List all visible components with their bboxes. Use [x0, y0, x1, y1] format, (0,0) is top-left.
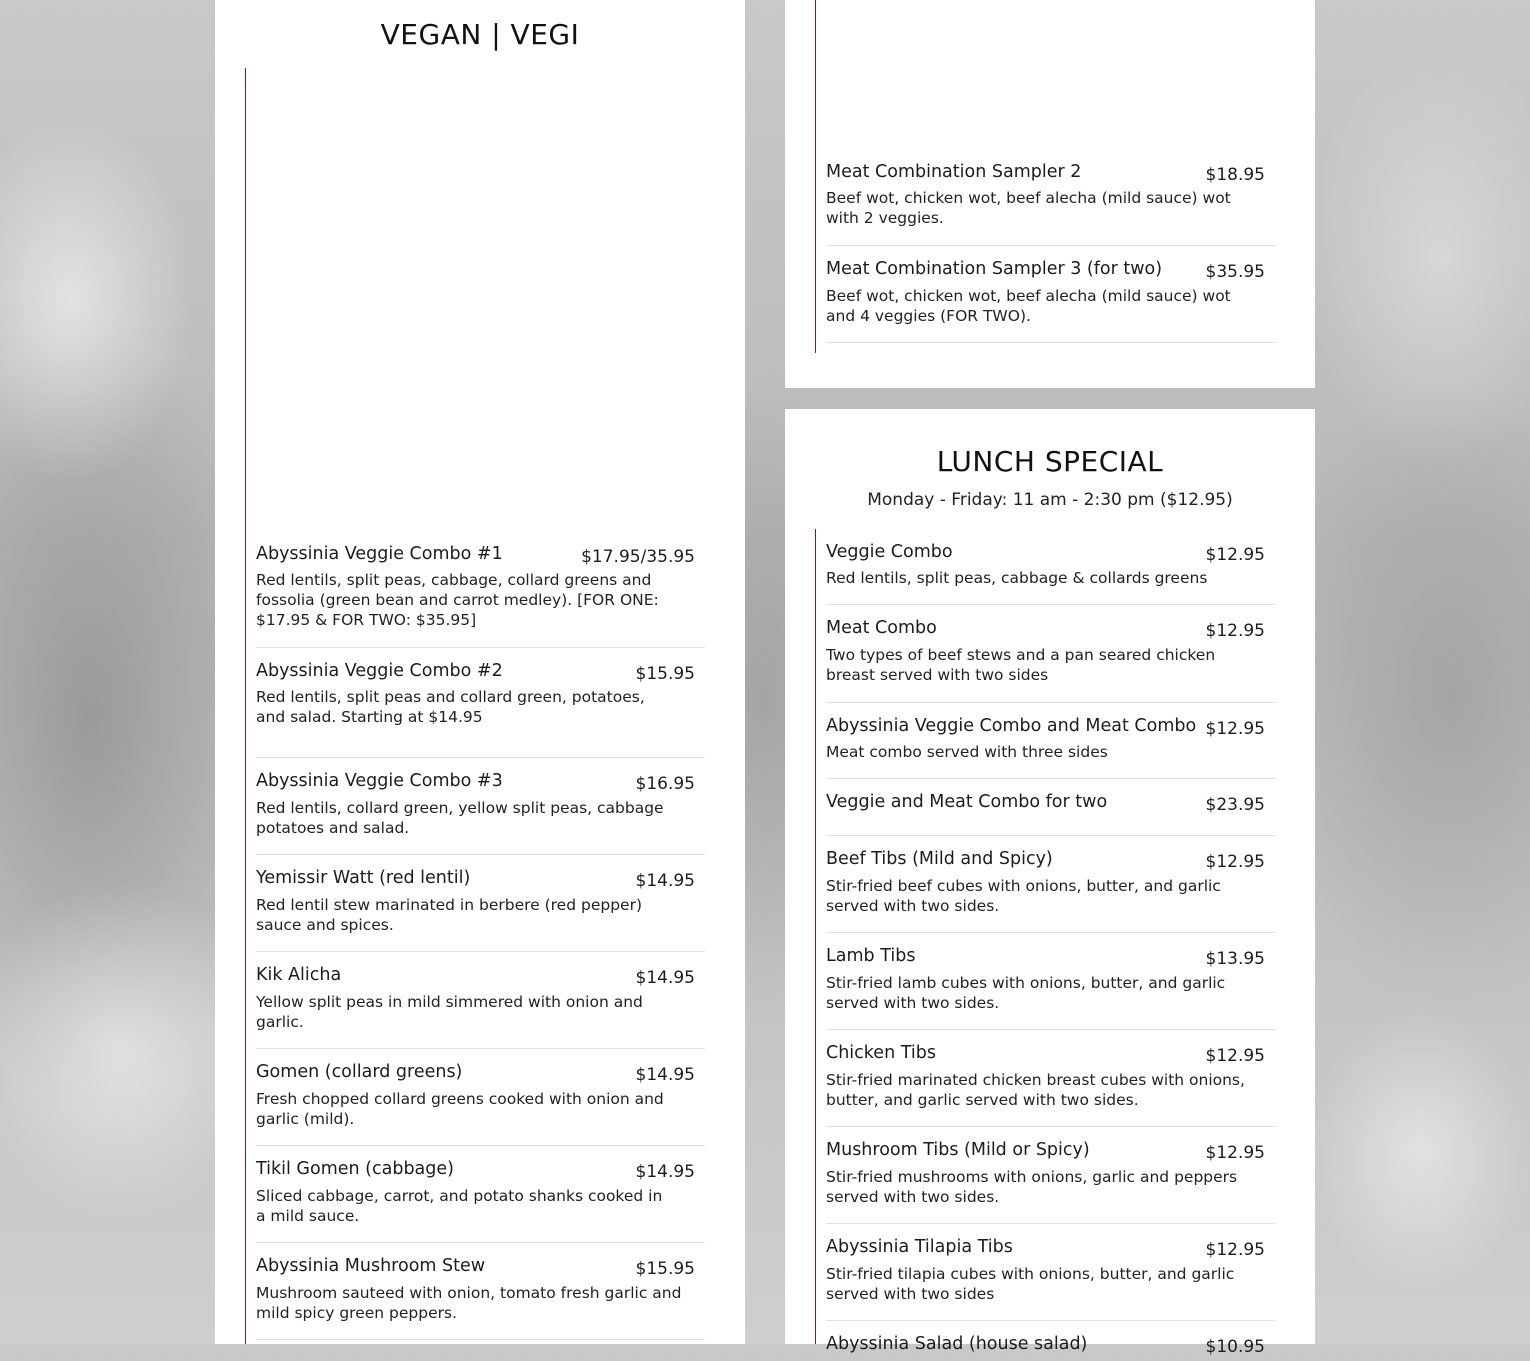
- item-price: $12.95: [1205, 719, 1265, 739]
- menu-item: [826, 162, 1275, 246]
- item-name: Abyssinia Veggie Combo #2: [256, 661, 503, 681]
- section-divider-line: [245, 68, 246, 1344]
- item-description: Red lentil stew marinated in berbere (red pepper) sauce and spices.: [256, 896, 642, 934]
- item-description: Sliced cabbage, carrot, and potato shanks cooked in a mild sauce.: [256, 1187, 663, 1225]
- item-name: Meat Combo: [826, 618, 937, 638]
- lunch-special-panel: [785, 409, 1315, 1357]
- menu-item: [256, 758, 705, 855]
- item-price: $10.95: [1205, 1337, 1265, 1357]
- menu-item: [256, 661, 705, 758]
- item-price: $12.95: [1205, 852, 1265, 872]
- menu-item: [826, 779, 1275, 836]
- item-description: Stir-fried beef cubes with onions, butter, and garlic served with two sides.: [826, 877, 1221, 915]
- menu-item: [826, 1224, 1275, 1321]
- item-name: Meat Combination Sampler 3 (for two): [826, 259, 1163, 279]
- item-price: $12.95: [1205, 621, 1265, 641]
- section-divider-line: [815, 529, 816, 1344]
- item-name: Tikil Gomen (cabbage): [256, 1159, 454, 1179]
- item-name: Lamb Tibs: [826, 946, 916, 966]
- item-description: Yellow split peas in mild simmered with onion and garlic.: [256, 993, 643, 1031]
- menu-item: [826, 1321, 1275, 1361]
- item-price: $15.95: [635, 1259, 695, 1279]
- item-price: $13.95: [1205, 949, 1265, 969]
- item-price: $18.95: [1205, 165, 1265, 185]
- item-name: Abyssinia Tilapia Tibs: [826, 1237, 1013, 1257]
- item-price: $35.95: [1205, 262, 1265, 282]
- menu-item: [256, 1243, 705, 1340]
- item-name: Abyssinia Veggie Combo #1: [256, 544, 503, 564]
- lunch-item-list: [826, 542, 1275, 1361]
- item-name: Veggie Combo: [826, 542, 953, 562]
- menu-item: [256, 855, 705, 952]
- item-price: $15.95: [635, 664, 695, 684]
- meat-combination-panel: [785, 0, 1315, 388]
- item-description: Red lentils, split peas, cabbage, collard greens and fossolia (green bean and carrot medley). [FOR ONE: $17.95 & FOR TWO: $35.95]: [256, 571, 659, 629]
- lunch-section-title: LUNCH SPECIAL: [936, 445, 1164, 478]
- menu-item: [826, 542, 1275, 605]
- item-name: Abyssinia Salad (house salad): [826, 1334, 1088, 1354]
- item-name: Meat Combination Sampler 2: [826, 162, 1082, 182]
- item-description: Two types of beef stews and a pan seared chicken breast served with two sides: [826, 646, 1216, 684]
- lunch-hours-subtitle: Monday - Friday: 11 am - 2:30 pm ($12.95): [867, 490, 1233, 510]
- menu-item: [826, 933, 1275, 1030]
- menu-item: [826, 605, 1275, 703]
- item-name: Gomen (collard greens): [256, 1062, 463, 1082]
- section-divider-line: [815, 0, 816, 353]
- item-price: $16.95: [635, 774, 695, 794]
- item-price: $12.95: [1205, 1046, 1265, 1066]
- item-price: $14.95: [635, 871, 695, 891]
- item-name: Abyssinia Veggie Combo and Meat Combo: [826, 716, 1197, 736]
- item-description: Stir-fried marinated chicken breast cubes with onions, butter, and garlic served with two sides.: [826, 1071, 1245, 1109]
- item-price: $23.95: [1205, 795, 1265, 815]
- menu-item: [826, 1127, 1275, 1224]
- item-description: Beef wot, chicken wot, beef alecha (mild sauce) wot with 2 veggies.: [826, 189, 1231, 227]
- item-name: Abyssinia Veggie Combo #3: [256, 771, 503, 791]
- item-description: Red lentils, split peas, cabbage & collards greens: [826, 569, 1208, 587]
- item-description: Beef wot, chicken wot, beef alecha (mild sauce) wot and 4 veggies (FOR TWO).: [826, 287, 1231, 325]
- item-description: Red lentils, split peas and collard green, potatoes, and salad. Starting at $14.95: [256, 688, 645, 726]
- item-price: $12.95: [1205, 1143, 1265, 1163]
- item-price: $14.95: [635, 1162, 695, 1182]
- menu-item: [256, 1146, 705, 1243]
- item-description: Stir-fried tilapia cubes with onions, butter, and garlic served with two sides: [826, 1265, 1235, 1303]
- item-description: Stir-fried mushrooms with onions, garlic and peppers served with two sides.: [826, 1168, 1238, 1206]
- item-name: Veggie and Meat Combo for two: [826, 792, 1108, 812]
- menu-item: [256, 544, 705, 648]
- item-description: Red lentils, collard green, yellow split peas, cabbage potatoes and salad.: [256, 799, 664, 837]
- menu-item: [826, 836, 1275, 933]
- item-name: Abyssinia Mushroom Stew: [256, 1256, 486, 1276]
- item-price: $14.95: [635, 968, 695, 988]
- item-name: Yemissir Watt (red lentil): [256, 868, 471, 888]
- menu-item: [256, 952, 705, 1049]
- item-name: Beef Tibs (Mild and Spicy): [826, 849, 1053, 869]
- item-description: Mushroom sauteed with onion, tomato fresh garlic and mild spicy green peppers.: [256, 1284, 682, 1322]
- vegan-section-title: VEGAN | VEGI: [380, 18, 580, 51]
- item-name: Chicken Tibs: [826, 1043, 936, 1063]
- menu-item: [826, 703, 1275, 779]
- item-price: $12.95: [1205, 1240, 1265, 1260]
- item-price: $14.95: [635, 1065, 695, 1085]
- item-description: Fresh chopped collard greens cooked with onion and garlic (mild).: [256, 1090, 664, 1128]
- vegan-item-list: [256, 544, 705, 1340]
- item-price: $12.95: [1205, 545, 1265, 565]
- menu-item: [256, 1049, 705, 1146]
- menu-item: [826, 1030, 1275, 1127]
- item-description: Stir-fried lamb cubes with onions, butter, and garlic served with two sides.: [826, 974, 1226, 1012]
- item-name: Mushroom Tibs (Mild or Spicy): [826, 1140, 1090, 1160]
- item-name: Kik Alicha: [256, 965, 342, 985]
- vegan-menu-panel: [215, 0, 745, 1344]
- meat-item-list: [826, 162, 1275, 343]
- item-price: $17.95/35.95: [581, 547, 695, 567]
- item-description: Meat combo served with three sides: [826, 743, 1108, 761]
- menu-item: [826, 246, 1275, 343]
